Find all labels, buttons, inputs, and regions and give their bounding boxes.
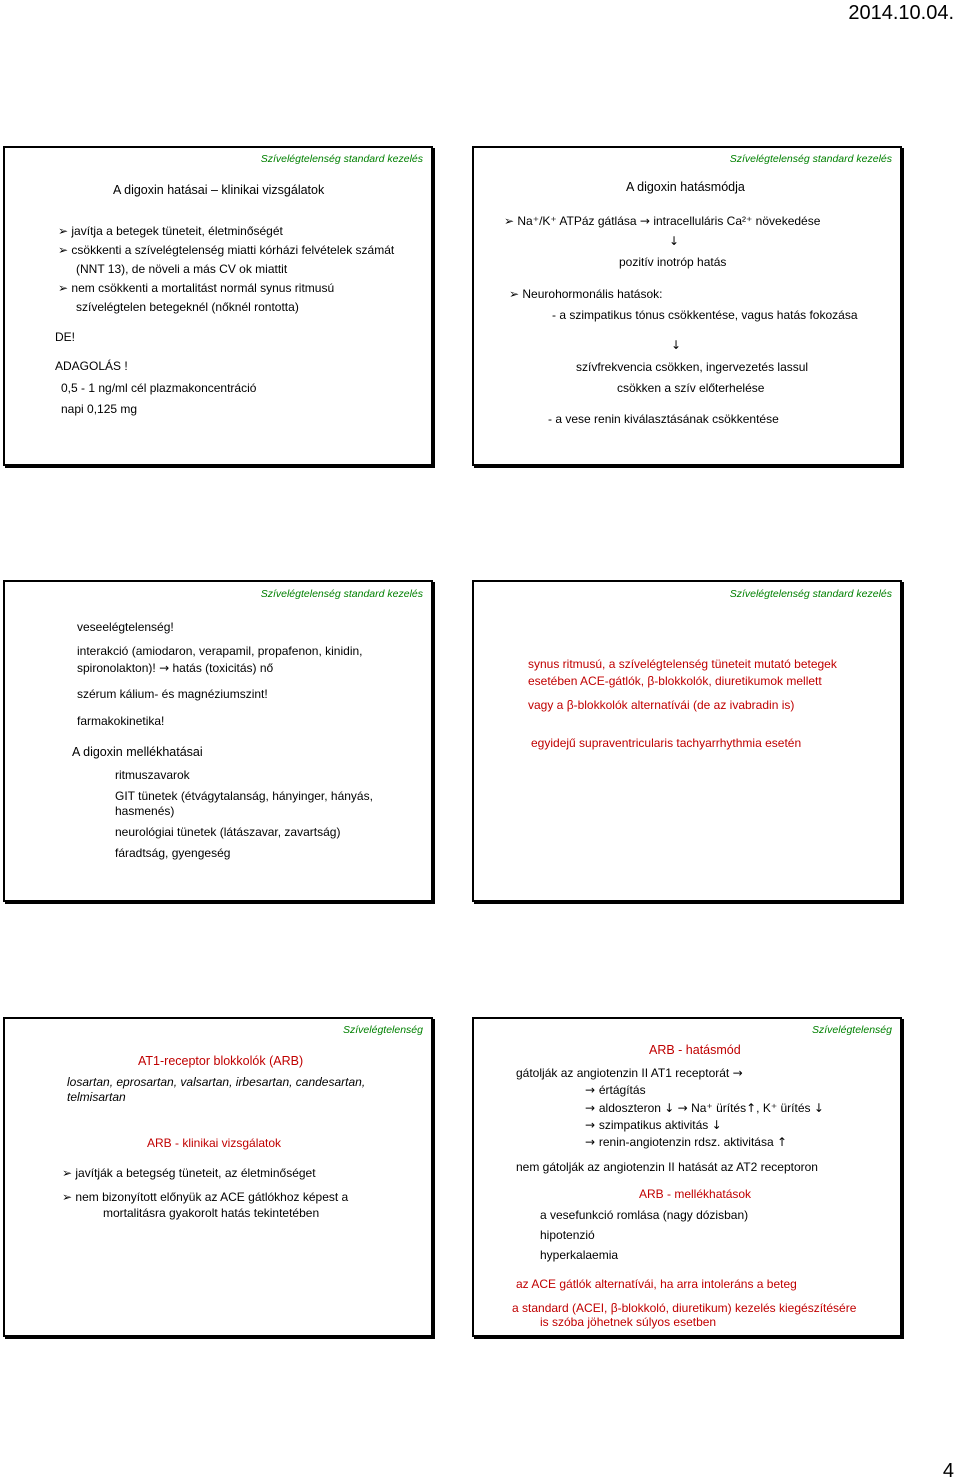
down-arrow-icon: ↓	[664, 1101, 675, 1115]
up-arrow-icon: ↑	[746, 1101, 757, 1115]
side-effect-item: GIT tünetek (étvágytalanság, hányinger, hányás,	[115, 789, 373, 803]
bullet-arrow-icon: ➢	[58, 224, 72, 238]
right-arrow-icon: →	[159, 661, 170, 675]
bullet-arrow-icon: ➢	[509, 287, 523, 301]
down-arrow-icon: ↓	[671, 338, 682, 352]
effect-item: értágítás	[598, 1083, 646, 1097]
adverse-effect: hipotenzió	[540, 1228, 595, 1242]
adagolas-label: ADAGOLÁS !	[55, 359, 128, 373]
effect-item: renin-angiotenzin rdsz. aktivitása	[598, 1135, 774, 1149]
slide-header: Szívelégtelenség standard kezelés	[729, 588, 892, 600]
slide-title: ARB - hatásmód	[649, 1043, 741, 1057]
indication-line: esetében ACE-gátlók, β-blokkolók, diuretikumok mellett	[528, 674, 822, 688]
down-arrow-icon: ↓	[813, 1101, 824, 1115]
caution-line: veseelégtelenség!	[77, 620, 174, 634]
mechanism-line: csökken a szív előterhelése	[617, 381, 765, 395]
indication-line: egyidejű supraventricularis tachyarrhythmia esetén	[531, 736, 802, 750]
effect-item: , K⁺ ürítés	[756, 1101, 811, 1115]
right-arrow-icon: →	[585, 1083, 599, 1097]
slide-header: Szívelégtelenség standard kezelés	[729, 153, 892, 165]
bullet-text: nem csökkenti a mortalitást normál synus ritmusú	[71, 281, 335, 295]
slide-header: Szívelégtelenség	[343, 1024, 423, 1036]
slide-header: Szívelégtelenség standard kezelés	[260, 153, 423, 165]
side-effect-item: ritmuszavarok	[115, 768, 190, 782]
section-title: ARB - mellékhatások	[639, 1187, 752, 1201]
page-number: 4	[942, 1460, 954, 1482]
right-arrow-icon: →	[585, 1135, 599, 1149]
section-title: ARB - klinikai vizsgálatok	[147, 1136, 282, 1150]
mechanism-line: - a szimpatikus tónus csökkentése, vagus hatás fokozása	[552, 308, 858, 322]
indication-line: is szóba jöhetnek súlyos esetben	[540, 1315, 717, 1329]
side-effect-item: fáradtság, gyengeség	[115, 846, 231, 860]
right-arrow-icon: →	[677, 1101, 688, 1115]
caution-line: szérum kálium- és magnéziumszint!	[77, 687, 268, 701]
slide-digoxin-clinical	[3, 146, 433, 466]
bullet-arrow-icon: ➢	[58, 281, 72, 295]
caution-line: spironolakton)!	[77, 661, 156, 675]
drug-list: losartan, eprosartan, valsartan, irbesartan, candesartan,	[67, 1075, 366, 1089]
bullet-text: (NNT 13), de növeli a más CV ok miattit	[76, 262, 288, 276]
slide-title: A digoxin mellékhatásai	[72, 745, 203, 759]
mechanism-line: pozitív inotróp hatás	[619, 255, 727, 269]
mechanism-line: intracelluláris Ca²⁺ növekedése	[653, 214, 821, 228]
adverse-effect: hyperkalaemia	[540, 1248, 619, 1262]
effect-item: aldoszteron	[598, 1101, 661, 1115]
mechanism-line: gátolják az angiotenzin II AT1 receptorát	[516, 1066, 730, 1080]
down-arrow-icon: ↓	[711, 1118, 722, 1132]
slide-arb-overview	[3, 1017, 433, 1337]
caution-line: hatás (toxicitás) nő	[172, 661, 274, 675]
effect-item: szimpatikus aktivitás	[598, 1118, 709, 1132]
mechanism-line: - a vese renin kiválasztásának csökkentése	[548, 412, 779, 426]
bullet-text: szívelégtelen betegeknél (nőknél rontotta)	[76, 300, 299, 314]
bullet-text: mortalitásra gyakorolt hatás tekintetében	[103, 1206, 320, 1220]
bullet-arrow-icon: ➢	[504, 214, 518, 228]
mechanism-line: Na⁺/K⁺ ATPáz gátlása	[517, 214, 637, 228]
slide-title: A digoxin hatásmódja	[626, 180, 745, 194]
right-arrow-icon: →	[732, 1066, 743, 1080]
caution-line: farmakokinetika!	[77, 714, 165, 728]
slide-digoxin-indication	[472, 580, 902, 902]
slide-arb-mechanism	[472, 1017, 902, 1337]
page-date: 2014.10.04.	[848, 2, 954, 24]
bullet-text: csökkenti a szívelégtelenség miatti kórházi felvételek számát	[71, 243, 395, 257]
mechanism-line: szívfrekvencia csökken, ingervezetés lassul	[576, 360, 809, 374]
indication-line: az ACE gátlók alternatívái, ha arra intoleráns a beteg	[516, 1277, 797, 1291]
slide-title: AT1-receptor blokkolók (ARB)	[138, 1054, 304, 1068]
dose-target: 0,5 - 1 ng/ml cél plazmakoncentráció	[61, 381, 257, 395]
bullet-arrow-icon: ➢	[62, 1190, 76, 1204]
dose-daily: napi 0,125 mg	[61, 402, 138, 416]
indication-line: synus ritmusú, a szívelégtelenség tüneteit mutató betegek	[528, 657, 837, 671]
indication-line: vagy a β-blokkolók alternatívái (de az ivabradin is)	[528, 698, 795, 712]
indication-line: a standard (ACEI, β-blokkoló, diuretikum) kezelés kiegészítésére	[512, 1301, 857, 1315]
drug-list: telmisartan	[67, 1090, 126, 1104]
right-arrow-icon: →	[585, 1101, 599, 1115]
bullet-arrow-icon: ➢	[58, 243, 72, 257]
bullet-text: javítják a betegség tüneteit, az életminőséget	[75, 1166, 316, 1180]
slide-header: Szívelégtelenség	[812, 1024, 892, 1036]
bullet-text: javítja a betegek tüneteit, életminőségét	[71, 224, 283, 238]
side-effect-item: neurológiai tünetek (látászavar, zavartság)	[115, 825, 341, 839]
adverse-effect: a vesefunkció romlása (nagy dózisban)	[540, 1208, 749, 1222]
slide-digoxin-side-effects	[3, 580, 433, 902]
down-arrow-icon: ↓	[669, 234, 680, 248]
slide-digoxin-mechanism	[472, 146, 902, 466]
slide-title: A digoxin hatásai – klinikai vizsgálatok	[113, 183, 325, 197]
mechanism-line: nem gátolják az angiotenzin II hatását az AT2 receptoron	[516, 1160, 818, 1174]
side-effect-item: hasmenés)	[115, 804, 175, 818]
bullet-text: nem bizonyított előnyük az ACE gátlókhoz képest a	[75, 1190, 349, 1204]
de-label: DE!	[55, 330, 76, 344]
caution-line: interakció (amiodaron, verapamil, propafenon, kinidin,	[77, 644, 363, 658]
right-arrow-icon: →	[585, 1118, 599, 1132]
right-arrow-icon: →	[639, 214, 650, 228]
slide-header: Szívelégtelenség standard kezelés	[260, 588, 423, 600]
bullet-arrow-icon: ➢	[62, 1166, 76, 1180]
effect-item: Na⁺ ürítés	[691, 1101, 747, 1115]
up-arrow-icon: ↑	[776, 1135, 788, 1149]
mechanism-line: Neurohormonális hatások:	[522, 287, 663, 301]
